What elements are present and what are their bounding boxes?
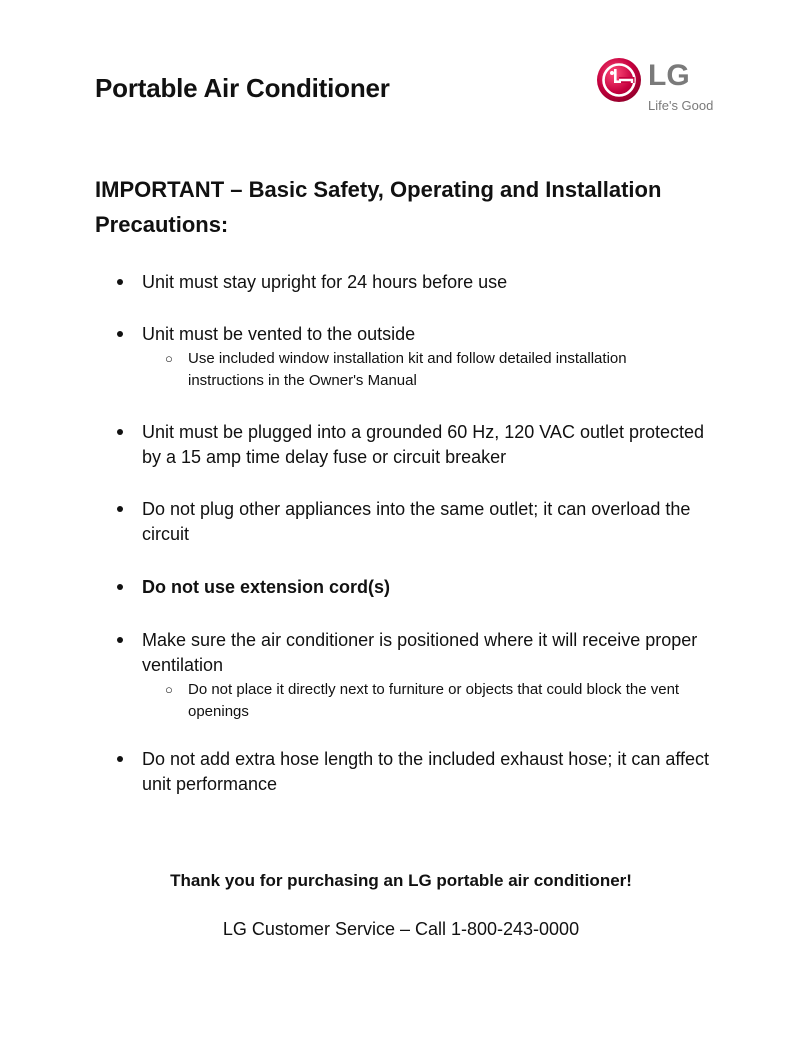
lg-face-icon	[596, 57, 642, 103]
list-item-text: Do not add extra hose length to the included exhaust hose; it can affect unit performance	[142, 749, 710, 794]
bullet-dot	[117, 756, 123, 762]
bullet-dot	[117, 506, 123, 512]
logo-tagline: Life's Good	[648, 98, 714, 113]
brand-logo	[596, 57, 718, 119]
bullet-dot	[117, 637, 123, 643]
thank-you-message: Thank you for purchasing an LG portable air conditioner!	[170, 871, 632, 890]
sub-list-item-text: Use included window installation kit and follow detailed installation instructions in the Owner's Manual	[188, 350, 627, 389]
circle-bullet-icon: ○	[165, 682, 173, 697]
bullet-dot	[117, 279, 123, 285]
logo-wordmark: LG	[648, 59, 690, 92]
list-item-text: Unit must be vented to the outside	[142, 324, 416, 344]
bullet-dot	[117, 331, 123, 337]
circle-bullet-icon: ○	[165, 351, 173, 366]
list-item-text: Do not use extension cord(s)	[142, 577, 391, 597]
page-title: Portable Air Conditioner	[95, 73, 390, 103]
bullet-dot	[117, 584, 123, 590]
list-item-text: Do not plug other appliances into the same outlet; it can overload the circuit	[142, 499, 691, 544]
safety-heading: IMPORTANT – Basic Safety, Operating and Installation Precautions:	[95, 177, 662, 237]
customer-service-line: LG Customer Service – Call 1-800-243-0000	[222, 919, 580, 939]
list-item-text: Unit must be plugged into a grounded 60 Hz, 120 VAC outlet protected by a 15 amp time delay fuse or circuit breaker	[142, 422, 705, 467]
bullet-dot	[117, 429, 123, 435]
list-item-text: Make sure the air conditioner is positioned where it will receive proper ventilation	[142, 630, 698, 675]
list-item-text: Unit must stay upright for 24 hours before use	[142, 272, 508, 292]
sub-list-item-text: Do not place it directly next to furniture or objects that could block the vent openings	[188, 681, 680, 720]
